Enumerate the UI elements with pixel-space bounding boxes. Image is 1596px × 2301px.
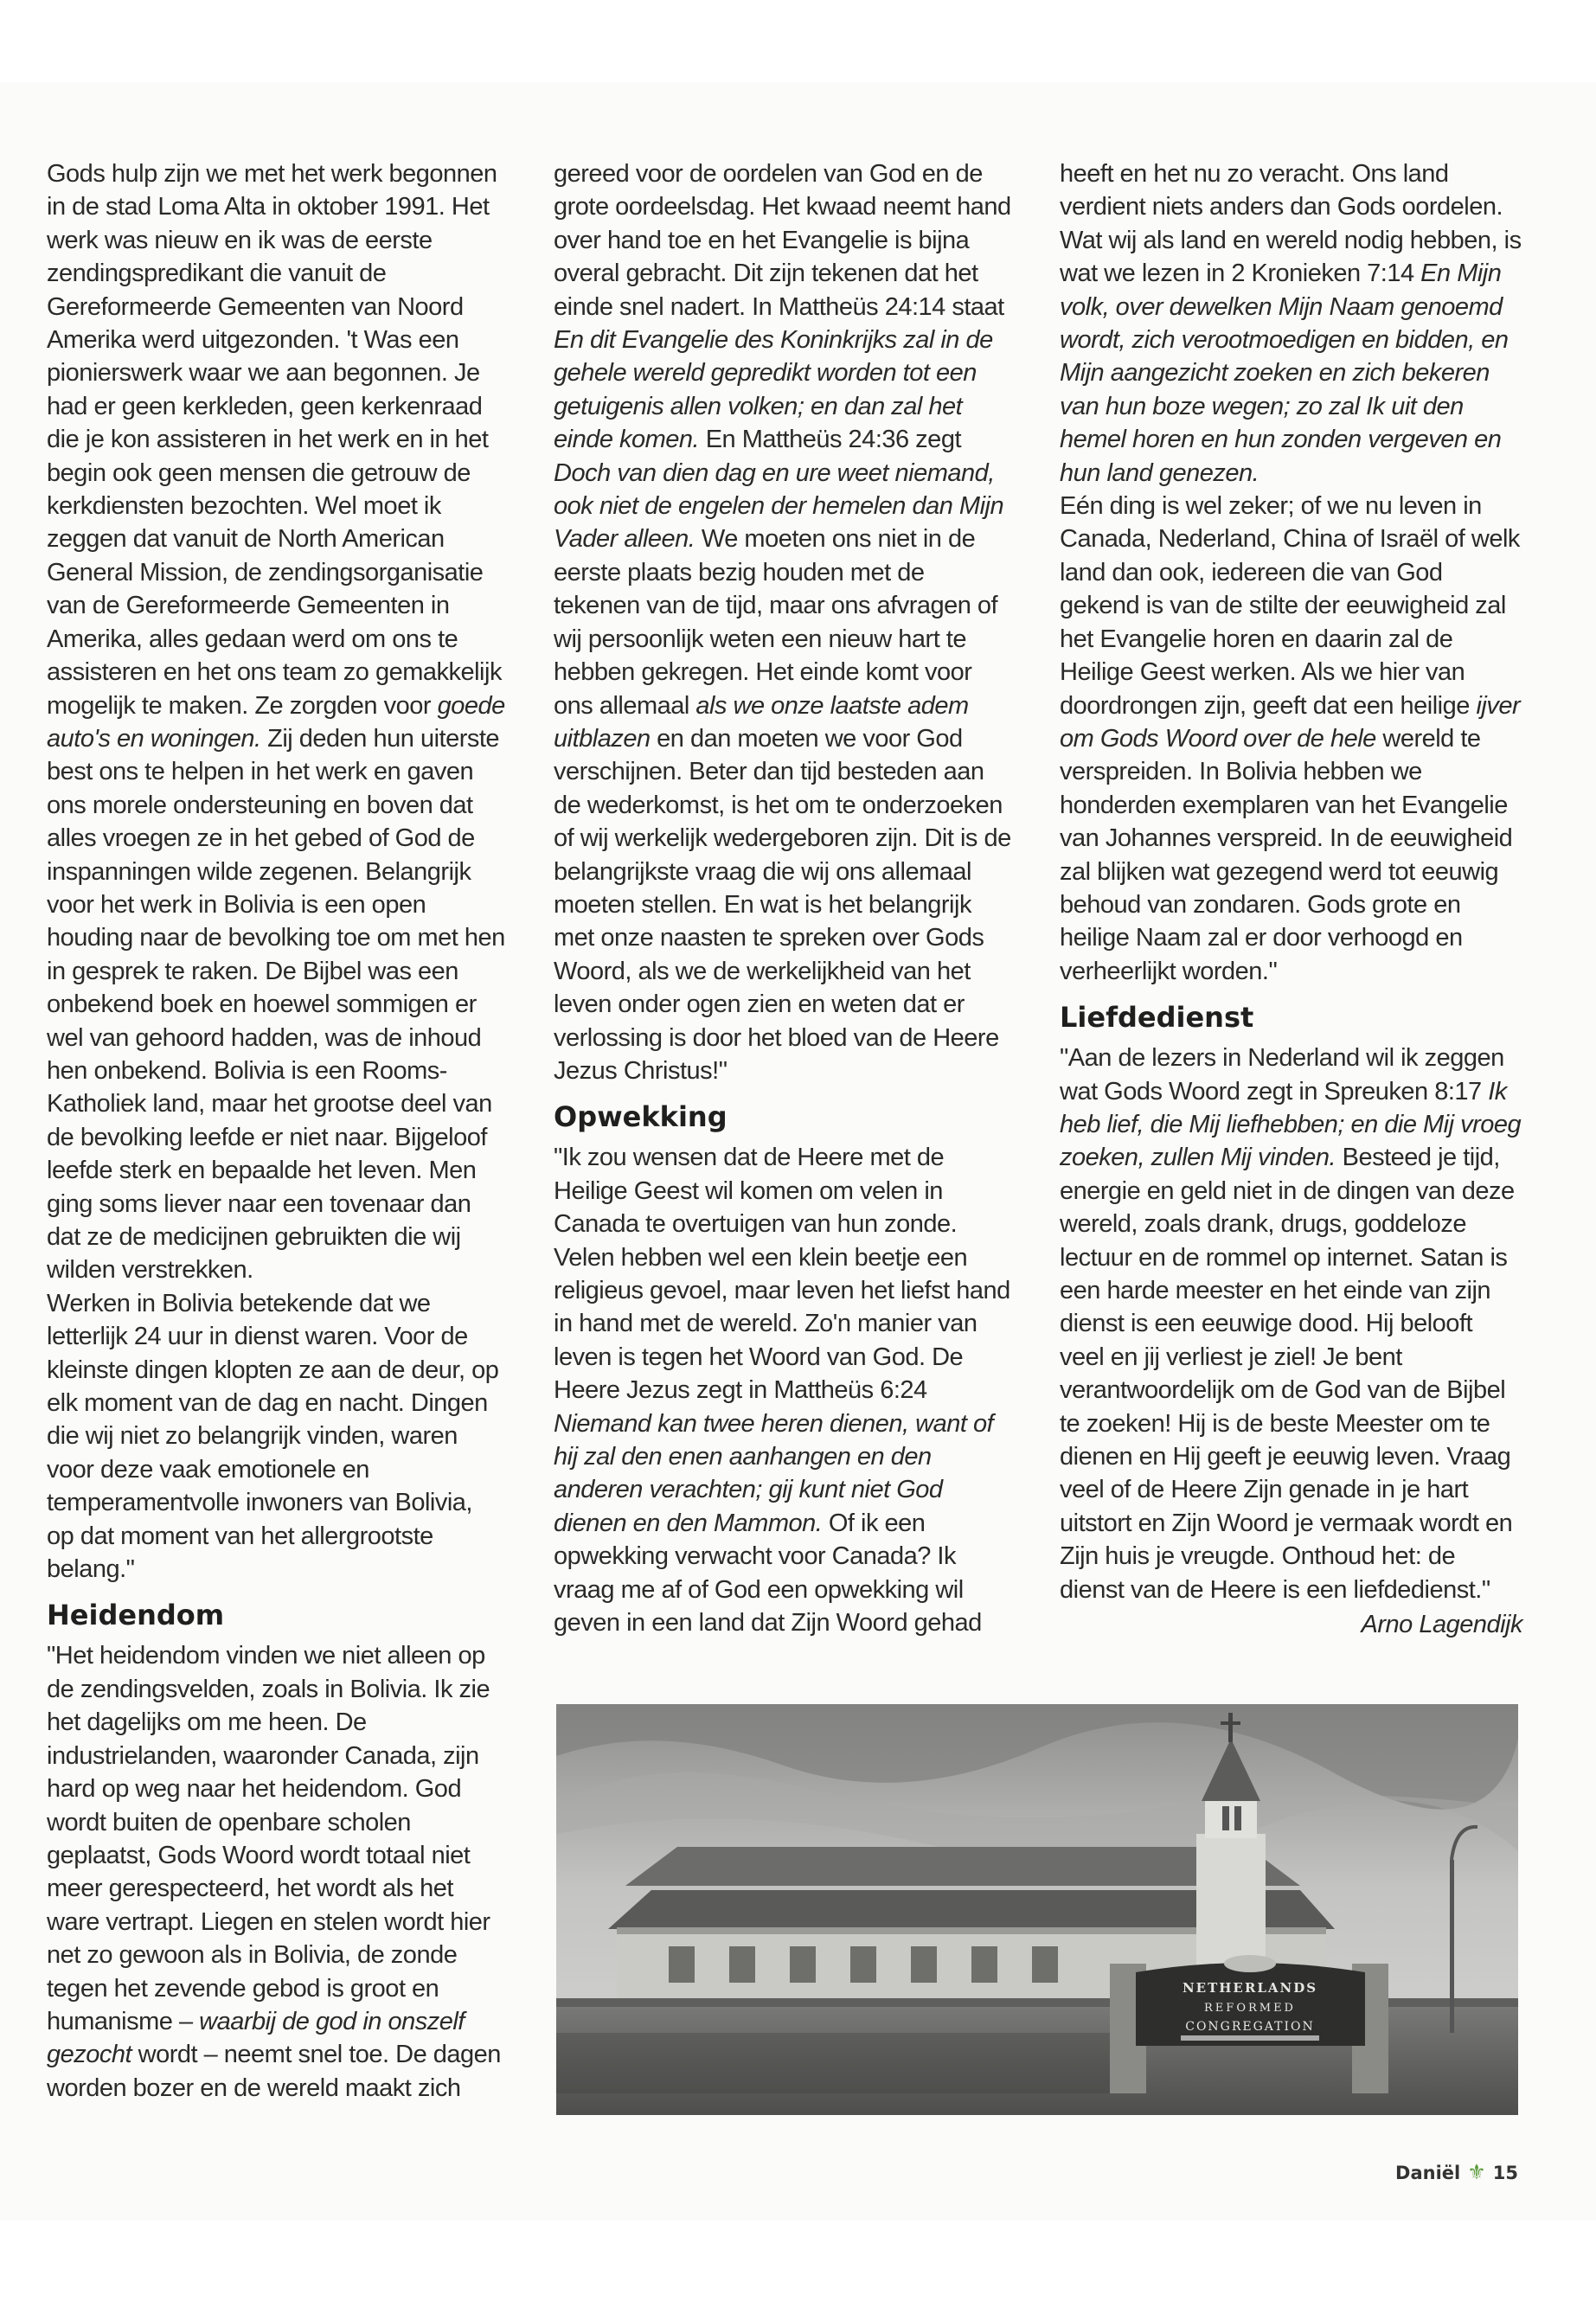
column-1 <box>47 157 505 2105</box>
author-signature: Arno Lagendijk <box>1361 1611 1522 1639</box>
paragraph: heeft en het nu zo veracht. Ons land verdient niets anders dan Gods oordelen. Wat wij als land en wereld nodig hebben, is wat we lezen in 2 Kronieken 7:14 En Mijn volk, over dewelken Mijn Naam genoemd wordt, zich verootmoedigen en bidden, en Mijn aangezicht zoeken en zich bekeren van hun boze wegen; zo zal Ik uit den hemel horen en hun zonden vergeven en hun land genezen. <box>1060 160 1522 487</box>
paragraph: "Ik zou wensen dat de Heere met de Heilige Geest wil komen om velen in Canada te overtuigen van hun zonde. Velen hebben wel een klein beetje een religieus gevoel, maar leven het liefst hand in hand met de wereld. Zo'n manier van leven is tegen het Woord van God. De Heere Jezus zegt in Mattheüs 6:24 Niemand kan twee heren dienen, want of hij zal den enen aanhangen en den anderen verachten; gij kunt niet God dienen en den Mammon. Of ik een opwekking verwacht voor Canada? Ik vraag me af of God een opwekking wil geven in een land dat Zijn Woord gehad <box>554 1144 1010 1638</box>
church-photo <box>556 1704 1518 2115</box>
section-heading-heidendom: Heidendom <box>47 1599 225 1632</box>
sign-text-congregation: CONGREGATION <box>1185 2020 1315 2034</box>
paragraph: Eén ding is wel zeker; of we nu leven in Canada, Nederland, China of Israël of welk land dan ook, iedereen die van God gekend is van de stilte der eeuwigheid zal het Evangelie horen en daarin zal de Heilige Geest werken. Als we hier van doordrongen zijn, geeft dat een heilige ijver om Gods Woord over de hele wereld te verspreiden. In Bolivia hebben we honderden exemplaren van het Evangelie van Johannes verspreid. In de eeuwigheid zal blijken wat gezegend werd tot eeuwig behoud van zondaren. Gods grote en heilige Naam zal er door verhoogd en verheerlijkt worden." <box>1060 492 1521 985</box>
paragraph: Werken in Bolivia betekende dat we letterlijk 24 uur in dienst waren. Voor de kleinste dingen klopten ze aan de deur, op elk moment van de dag en nacht. Dingen die wij niet zo belangrijk vinden, waren voor deze vaak emotionele en temperamentvolle inwoners van Bolivia, op dat moment van het allergrootste belang." <box>47 1289 499 1584</box>
sign-text-reformed: REFORMED <box>1204 2002 1296 2015</box>
fleur-de-lis-icon: ⚜ <box>1467 2160 1486 2184</box>
church-illustration <box>556 1704 1518 2115</box>
column-3 <box>1060 157 1522 1641</box>
paragraph: "Aan de lezers in Nederland wil ik zeggen wat Gods Woord zegt in Spreuken 8:17 Ik heb lief, die Mij liefhebben; en die Mij vroeg zoeken, zullen Mij vinden. Besteed je tijd, energie en geld niet in de dingen van deze wereld, zoals drank, drugs, goddeloze lectuur en de rommel op internet. Satan is een harde meester en het einde van zijn dienst is een eeuwige dood. Hij belooft veel en jij verliest je ziel! Je bent verantwoordelijk om de God van de Bijbel te zoeken! Hij is de beste Meester om te dienen en Hij geeft je eeuwig leven. Vraag veel of de Heere Zijn genade in je hart uitstort en Zijn Woord je vermaak wordt en Zijn huis je vreugde. Onthoud het: de dienst van de Heere is een liefdedienst." <box>1060 1044 1522 1604</box>
magazine-name: Daniël <box>1395 2163 1461 2183</box>
paragraph: Gods hulp zijn we met het werk begonnen in de stad Loma Alta in oktober 1991. Het werk was nieuw en ik was de eerste zendingspredikant die vanuit de Gereformeerde Gemeenten van Noord Amerika werd uitgezonden. 't Was een pionierswerk waar we aan begonnen. Je had er geen kerkleden, geen kerkenraad die je kon assisteren in het werk en in het begin ook geen mensen die getrouw de kerkdiensten bezochten. Wel moet ik zeggen dat vanuit de North American General Mission, de zendingsorganisatie van de Gereformeerde Gemeenten in Amerika, alles gedaan werd om ons te assisteren en het ons team zo gemakkelijk mogelijk te maken. Ze zorgden voor goede auto's en woningen. Zij deden hun uiterste best ons te helpen in het werk en gaven ons morele ondersteuning en boven dat alles vroegen ze in het gebed of God de inspanningen wilde zegenen. Belangrijk voor het werk in Bolivia is een open houding naar de bevolking toe om met hen in gesprek te raken. De Bijbel was een onbekend boek en hoewel sommigen er wel van gehoord hadden, was de inhoud hen onbekend. Bolivia is een Rooms-Katholiek land, maar het grootse deel van de bevolking leefde er niet naar. Bijgeloof leefde sterk en bepaalde het leven. Men ging soms liever naar een tovenaar dan dat ze de medicijnen gebruikten die wij wilden verstrekken. <box>47 160 505 1285</box>
section-heading-liefdedienst: Liefdedienst <box>1060 1001 1254 1035</box>
section-heading-opwekking: Opwekking <box>554 1100 727 1134</box>
sign-text-netherlands: NETHERLANDS <box>1182 1980 1318 1996</box>
paragraph: "Het heidendom vinden we niet alleen op de zendingsvelden, zoals in Bolivia. Ik zie het dagelijks om me heen. De industrielanden, waaronder Canada, zijn hard op weg naar het heidendom. God wordt buiten de openbare scholen geplaatst, Gods Woord wordt totaal niet meer gerespecteerd, het wordt als het ware vertrapt. Liegen en stelen wordt hier net zo gewoon als in Bolivia, de zonde tegen het zevende gebod is groot en humanisme – waarbij de god in onszelf gezocht wordt – neemt snel toe. De dagen worden bozer en de wereld maakt zich <box>47 1642 501 2102</box>
page-number: 15 <box>1492 2163 1518 2183</box>
page-footer <box>1395 2160 1518 2184</box>
column-2 <box>554 157 1012 1639</box>
paragraph: gereed voor de oordelen van God en de grote oordeelsdag. Het kwaad neemt hand over hand toe en het Evangelie is bijna overal gebracht. Dit zijn tekenen dat het einde snel nadert. In Mattheüs 24:14 staat En dit Evangelie des Koninkrijks zal in de gehele wereld gepredikt worden tot een getuigenis allen volken; en dan zal het einde komen. En Mattheüs 24:36 zegt Doch van dien dag en ure weet niemand, ook niet de engelen der hemelen dan Mijn Vader alleen. We moeten ons niet in de eerste plaats bezig houden met de tekenen van de tijd, maar ons afvragen of wij persoonlijk weten een nieuw hart te hebben gekregen. Het einde komt voor ons allemaal als we onze laatste adem uitblazen en dan moeten we voor God verschijnen. Beter dan tijd besteden aan de wederkomst, is het om te onderzoeken of wij werkelijk wedergeboren zijn. Dit is de belangrijkste vraag die wij ons allemaal moeten stellen. En wat is het belangrijk met onze naasten te spreken over Gods Woord, als we de werkelijkheid van het leven onder ogen zien en weten dat er verlossing is door het bloed van de Heere Jezus Christus!" <box>554 160 1011 1085</box>
